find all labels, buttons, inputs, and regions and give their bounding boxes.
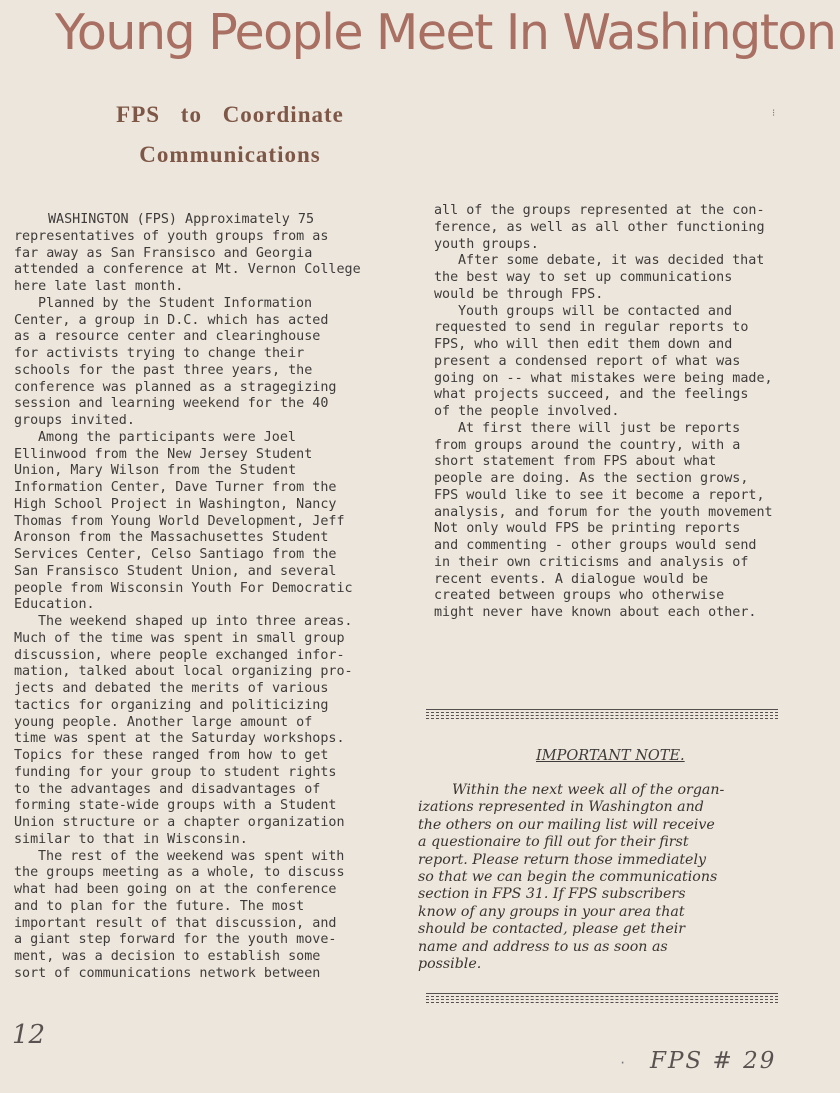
article-line: time was spent at the Saturday workshops. xyxy=(14,731,345,747)
article-line: jects and debated the merits of various xyxy=(14,681,329,696)
article-line: forming state-wide groups with a Student xyxy=(14,798,337,814)
article-line: requested to send in regular reports to xyxy=(434,320,749,336)
article-line: analysis, and forum for the youth movement xyxy=(434,504,773,520)
article-line: similar to that in Wisconsin. xyxy=(14,831,248,847)
article-line: people from Wisconsin Youth For Democratic xyxy=(14,580,353,596)
article-line: young people. Another large amount of xyxy=(14,714,313,730)
article-line: people are doing. As the section grows, xyxy=(434,471,749,486)
article-line: and commenting - other groups would send xyxy=(434,538,757,553)
article-line: Thomas from Young World Development, Jeff xyxy=(14,513,345,529)
article-line: from groups around the country, with a xyxy=(434,437,741,453)
article-line: recent events. A dialogue would be xyxy=(434,571,709,587)
note-title: IMPORTANT NOTE. xyxy=(536,748,685,764)
handwritten-issue-note: FPS # 29 xyxy=(650,1048,777,1074)
article-left-column xyxy=(14,212,394,983)
article-line: The rest of the weekend was spent with xyxy=(38,848,345,864)
note-line: should be contacted, please get their xyxy=(418,921,686,938)
headline: Young People Meet In Washington xyxy=(55,4,836,61)
article-line: of the people involved. xyxy=(434,404,620,419)
article-line: youth groups. xyxy=(434,236,539,252)
article-line: attended a conference at Mt. Vernon College xyxy=(14,262,361,278)
article-line: ference, as well as all other functioning xyxy=(434,219,765,235)
page-number: 12 xyxy=(12,1020,46,1050)
article-line: Center, a group in D.C. which has acted xyxy=(14,312,329,328)
note-line: report. Please return those immediately xyxy=(418,851,707,868)
article-line: The weekend shaped up into three areas. xyxy=(38,614,353,629)
article-line: After some debate, it was decided that xyxy=(458,253,765,269)
article-line: Planned by the Student Information xyxy=(38,295,313,311)
article-line: Not only would FPS be printing reports xyxy=(434,521,741,537)
article-line: for activists trying to change their xyxy=(14,346,305,361)
subhead-line-1: FPS to Coordinate xyxy=(116,102,344,127)
article-line: Information Center, Dave Turner from the xyxy=(14,480,337,495)
article-line: Aronson from the Massachusettes Student xyxy=(14,530,329,546)
article-line: Among the participants were Joel xyxy=(38,429,296,445)
subhead-line-2: Communications xyxy=(139,142,321,167)
article-line: all of the groups represented at the con- xyxy=(434,203,765,218)
article-line: in their own criticisms and analysis of xyxy=(434,554,749,570)
article-line: far away as San Fransisco and Georgia xyxy=(14,245,313,261)
note-line: so that we can begin the communications xyxy=(418,869,718,886)
article-line: important result of that discussion, and xyxy=(14,915,337,931)
note-line: possible. xyxy=(418,956,482,973)
article-line: what had been going on at the conference xyxy=(14,882,337,897)
article-line: Youth groups will be contacted and xyxy=(458,303,733,319)
article-line: sort of communications network between xyxy=(14,965,321,981)
article-line: At first there will just be reports xyxy=(458,420,741,436)
article-line: a giant step forward for the youth move- xyxy=(14,932,337,948)
article-line: created between groups who otherwise xyxy=(434,588,725,604)
article-line: the groups meeting as a whole, to discuss xyxy=(14,865,345,881)
article-line: schools for the past three years, the xyxy=(14,362,313,378)
article-line: WASHINGTON (FPS) Approximately 75 xyxy=(48,212,315,227)
article-line: might never have known about each other. xyxy=(434,605,757,620)
article-line: San Fransisco Student Union, and several xyxy=(14,563,337,579)
article-line: Services Center, Celso Santiago from the xyxy=(14,547,337,562)
divider-rule-bottom xyxy=(426,993,778,1005)
article-line: here late last month. xyxy=(14,279,184,294)
article-line: mation, talked about local organizing pro- xyxy=(14,664,353,680)
important-note xyxy=(418,782,818,973)
article-line: would be through FPS. xyxy=(434,286,604,302)
article-line: representatives of youth groups from as xyxy=(14,228,329,244)
article-line: Ellinwood from the New Jersey Student xyxy=(14,446,313,462)
article-line: and to plan for the future. The most xyxy=(14,898,305,914)
divider-rule-top xyxy=(426,709,778,721)
article-line: FPS, who will then edit them down and xyxy=(434,337,733,352)
article-line: Union, Mary Wilson from the Student xyxy=(14,463,297,479)
note-line: the others on our mailing list will receive xyxy=(418,816,715,833)
article-line: conference was planned as a stragegizing xyxy=(14,379,337,395)
note-line: a questionaire to fill out for their first xyxy=(418,834,689,851)
article-line: present a condensed report of what was xyxy=(434,353,741,369)
note-line: section in FPS 31. If FPS subscribers xyxy=(418,886,686,903)
article-line: Much of the time was spent in small group xyxy=(14,630,345,646)
article-line: going on -- what mistakes were being made, xyxy=(434,370,773,386)
article-line: tactics for organizing and politicizing xyxy=(14,697,329,713)
ink-dot: · xyxy=(619,1056,627,1070)
article-line: Education. xyxy=(14,597,95,613)
note-line: Within the next week all of the organ- xyxy=(452,782,725,798)
article-line: to the advantages and disadvantages of xyxy=(14,781,321,797)
note-line: izations represented in Washington and xyxy=(418,799,704,816)
article-line: as a resource center and clearinghouse xyxy=(14,329,321,345)
article-line: High School Project in Washington, Nancy xyxy=(14,496,337,512)
article-line: Union structure or a chapter organization xyxy=(14,815,345,830)
article-line: Topics for these ranged from how to get xyxy=(14,748,329,763)
article-line: funding for your group to student rights xyxy=(14,764,337,780)
note-line: name and address to us as soon as xyxy=(418,938,668,955)
article-line: the best way to set up communications xyxy=(434,270,733,285)
article-line: short statement from FPS about what xyxy=(434,454,717,470)
article-line: discussion, where people exchanged infor- xyxy=(14,647,345,663)
article-right-column xyxy=(434,203,834,622)
article-line: groups invited. xyxy=(14,413,135,428)
article-line: session and learning weekend for the 40 xyxy=(14,396,329,412)
article-line: ment, was a decision to establish some xyxy=(14,949,321,964)
article-line: what projects succeed, and the feelings xyxy=(434,387,749,403)
scan-mark: ⁝ xyxy=(772,108,776,119)
article-line: FPS would like to see it become a report, xyxy=(434,487,765,503)
note-line: know of any groups in your area that xyxy=(418,903,685,920)
